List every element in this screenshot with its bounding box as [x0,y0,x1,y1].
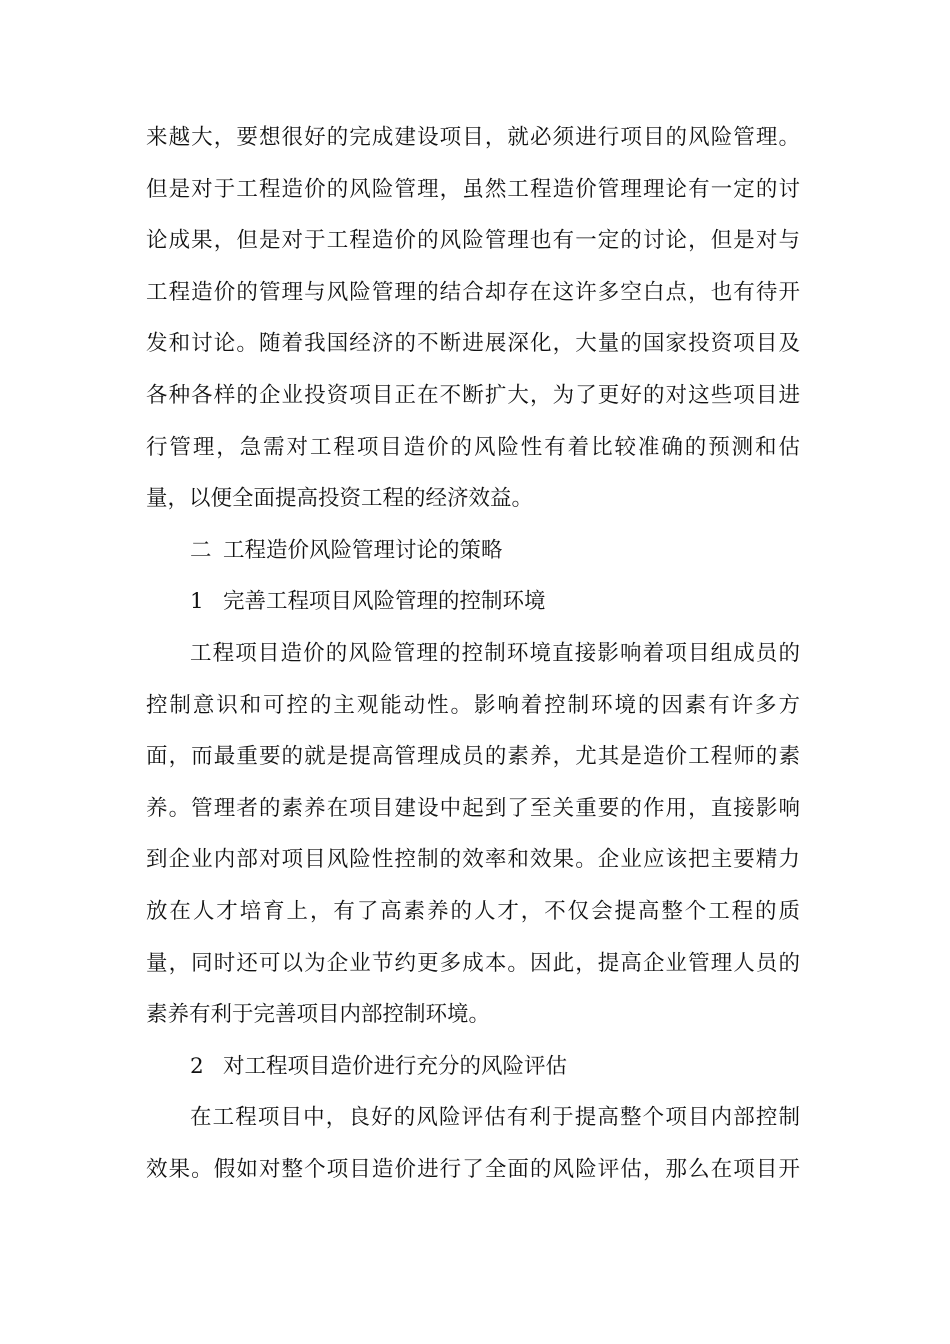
text-line: 养。管理者的素养在项目建设中起到了至关重要的作用，直接影响 [146,795,800,821]
paragraph [146,628,800,1041]
subsection-title: 对工程项目造价进行充分的风险评估 [223,1053,568,1079]
text-line: 面，而最重要的就是提高管理成员的素养，尤其是造价工程师的素 [146,744,800,770]
paragraph [146,112,800,525]
paragraph [146,1092,800,1195]
subsection-heading [146,1041,800,1093]
section-heading [146,525,800,577]
text-line: 放在人才培育上，有了高素养的人才，不仅会提高整个工程的质 [146,898,800,924]
text-line: 来越大，要想很好的完成建设项目，就必须进行项目的风险管理。 [146,125,800,150]
section-title: 工程造价风险管理讨论的策略 [223,537,503,563]
text-line: 论成果，但是对于工程造价的风险管理也有一定的讨论，但是对与 [146,228,800,254]
text-line: 工程项目造价的风险管理的控制环境直接影响着项目组成员的 [190,640,800,666]
subsection-title: 完善工程项目风险管理的控制环境 [223,589,546,615]
document-body [146,112,800,1195]
subsection-heading [146,576,800,628]
text-line: 发和讨论。随着我国经济的不断进展深化，大量的国家投资项目及 [146,331,800,357]
text-line: 效果。假如对整个项目造价进行了全面的风险评估，那么在项目开 [146,1156,800,1182]
text-line: 但是对于工程造价的风险管理，虽然工程造价管理理论有一定的讨 [146,176,800,202]
text-line: 各种各样的企业投资项目正在不断扩大，为了更好的对这些项目进 [146,382,800,408]
subsection-number: 1 [190,589,204,615]
text-line: 工程造价的管理与风险管理的结合却存在这许多空白点，也有待开 [146,279,800,305]
section-number: 二 [190,537,212,563]
text-line: 到企业内部对项目风险性控制的效率和效果。企业应该把主要精力 [146,847,800,873]
subsection-number: 2 [190,1053,204,1079]
text-line: 量，同时还可以为企业节约更多成本。因此，提高企业管理人员的 [146,950,800,976]
text-line: 素养有利于完善项目内部控制环境。 [146,1002,491,1028]
text-line: 量，以便全面提高投资工程的经济效益。 [146,486,534,512]
text-line: 行管理，急需对工程项目造价的风险性有着比较准确的预测和估 [146,434,800,460]
text-line: 控制意识和可控的主观能动性。影响着控制环境的因素有许多方 [146,692,800,718]
text-line: 在工程项目中，良好的风险评估有利于提高整个项目内部控制 [190,1105,800,1131]
